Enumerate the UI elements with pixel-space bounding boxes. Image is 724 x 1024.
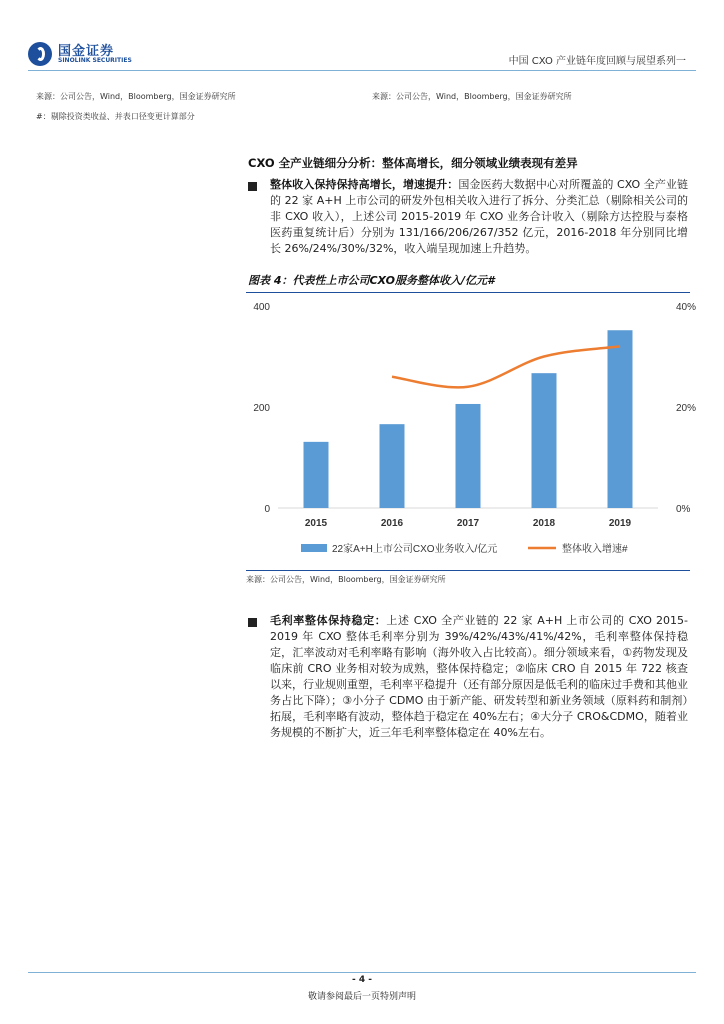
header-divider [28,70,696,71]
legend-label-line: 整体收入增速# [562,544,628,555]
y-tick-label: 400 [253,302,270,313]
y-tick-label: 0 [264,504,270,515]
legend-swatch-bar [301,544,327,552]
logo-english-name: SINOLINK SECURITIES [58,57,132,64]
logo-chinese-name: 国金证券 [58,44,115,59]
y2-tick-label: 40% [676,302,697,313]
bar [532,373,557,508]
paragraph-margin [248,613,688,741]
source-note: #：剔除投资类收益、并表口径变更计算部分 [36,112,195,121]
paragraph-margin-body: 上述 CXO 全产业链的 22 家 A+H 上市公司的 CXO 2015-2019 年 CXO 整体毛利率分别为 39%/42%/43%/41%/42%，毛利率整体保持稳定，汇率波动对毛利率略有影响（海外收入占比较高）。细分领域来看，①药物发现及临床前 CRO 业务相对较为成熟，整体保持稳定；②临床 CRO 自 2015 年 722 核查以来，行业规则重塑，毛利率平稳提升（还有部分原因是低毛利的临床过手费和其他业务占比下降）；③小分子 CDMO 由于新产能、研发转型和新业务领域（原料药和制剂）拓展，毛利率略有波动，整体趋于稳定在 40%左右；④大分子 CRO&CDMO，随着业务规模的不断扩大，近三年毛利率整体稳定在 40%左右。 [270,614,688,739]
source-figure: 来源：公司公告，Wind，Bloomberg，国金证券研究所 [246,575,446,584]
section-title: CXO 全产业链细分分析：整体高增长，细分领域业绩表现有差异 [248,156,578,170]
paragraph-margin-text [248,613,688,741]
figure-title: 图表 4：代表性上市公司CXO服务整体收入/亿元# [248,274,495,287]
x-tick-label: 2015 [304,518,328,529]
figure-bottom-rule [246,570,690,571]
paragraph-revenue-lead: 整体收入保持保持高增长，增速提升： [270,178,459,191]
legend-label-bar: 22家A+H上市公司CXO业务收入/亿元 [332,544,498,555]
source-right-top: 来源：公司公告，Wind，Bloomberg，国金证券研究所 [372,92,572,101]
revenue-chart [246,296,697,566]
logo-mark-icon [28,42,52,66]
x-tick-label: 2016 [380,518,404,529]
report-series-title: 中国 CXO 产业链年度回顾与展望系列一 [508,56,686,67]
bar [456,404,481,508]
x-tick-label: 2019 [608,518,632,529]
growth-line [392,346,620,387]
source-left-top: 来源：公司公告，Wind，Bloomberg，国金证券研究所 [36,92,236,101]
paragraph-revenue-body: 国金医药大数据中心对所覆盖的 CXO 全产业链的 22 家 A+H 上市公司的研发外包相关收入进行了拆分、分类汇总（剔除相关公司的非 CXO 收入），上述公司 2015-2019 年 CXO 业务合计收入（剔除方达控股与泰格医药重复统计后）分别为 131/166/206/267/352 亿元，2016-2018 年分别同比增长 26%/24%/30%/32%，收入端呈现加速上升趋势。 [270,178,688,255]
y-tick-label: 200 [253,403,270,414]
x-tick-label: 2017 [456,518,480,529]
paragraph-revenue [248,177,688,257]
bar [304,442,329,508]
footer-disclaimer: 敬请参阅最后一页特别声明 [307,992,416,1002]
paragraph-revenue-text [248,177,688,257]
paragraph-margin-lead: 毛利率整体保持稳定： [270,614,387,627]
bar [608,330,633,508]
bar [380,424,405,508]
footer-divider [28,972,696,973]
y2-tick-label: 0% [676,504,691,515]
company-logo [28,40,138,70]
x-tick-label: 2018 [532,518,556,529]
y2-tick-label: 20% [676,403,697,414]
figure-top-rule [246,292,690,293]
page-number: - 4 - [352,975,372,985]
